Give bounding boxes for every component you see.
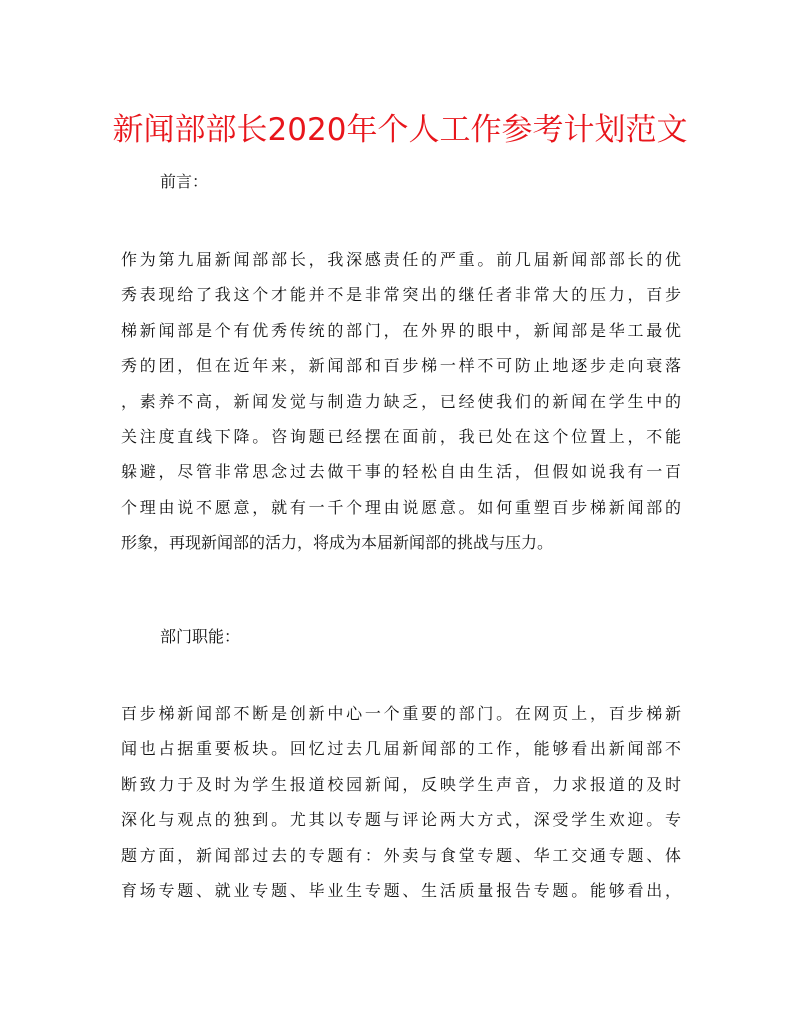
- paragraph-line: 深化与观点的独到。尤其以专题与评论两大方式，深受学生欢迎。专: [121, 810, 681, 830]
- paragraph-line: ，素养不高，新闻发觉与制造力缺乏，已经使我们的新闻在学生中的: [121, 391, 681, 411]
- preface-paragraph: [121, 242, 681, 561]
- paragraph-line: 梯新闻部是个有优秀传统的部门，在外界的眼中，新闻部是华工最优: [121, 320, 681, 340]
- paragraph-line: 百步梯新闻部不断是创新中心一个重要的部门。在网页上，百步梯新: [121, 704, 681, 723]
- paragraph-line: 作为第九届新闻部部长，我深感责任的严重。前几届新闻部部长的优: [121, 250, 681, 269]
- paragraph-line: 形象，再现新闻部的活力，将成为本届新闻部的挑战与压力。: [121, 533, 554, 553]
- paragraph-line: 秀的团，但在近年来，新闻部和百步梯一样不可防止地逐步走向衰落: [121, 356, 681, 376]
- paragraph-line: 关注度直线下降。咨询题已经摆在面前，我已处在这个位置上，不能: [121, 426, 681, 446]
- paragraph-line: 躲避，尽管非常思念过去做干事的轻松自由生活，但假如说我有一百: [121, 462, 681, 482]
- paragraph-line: 题方面，新闻部过去的专题有：外卖与食堂专题、华工交通专题、体: [121, 845, 681, 865]
- document-title: 新闻部部长2020年个人工作参考计划范文: [112, 112, 688, 148]
- paragraph-line: 断致力于及时为学生报道校园新闻，反映学生声音，力求报道的及时: [121, 774, 681, 794]
- paragraph-line: 育场专题、就业专题、毕业生专题、生活质量报告专题。能够看出，: [121, 880, 681, 900]
- functions-paragraph: [121, 696, 681, 908]
- section-heading-preface: 前言：: [160, 172, 209, 191]
- paragraph-line: 秀表现给了我这个才能并不是非常突出的继任者非常大的压力，百步: [121, 285, 681, 305]
- paragraph-line: 闻也占据重要板块。回忆过去几届新闻部的工作，能够看出新闻部不: [121, 739, 681, 759]
- paragraph-line: 个理由说不愿意，就有一千个理由说愿意。如何重塑百步梯新闻部的: [121, 497, 681, 517]
- section-heading-functions: 部门职能：: [160, 627, 241, 646]
